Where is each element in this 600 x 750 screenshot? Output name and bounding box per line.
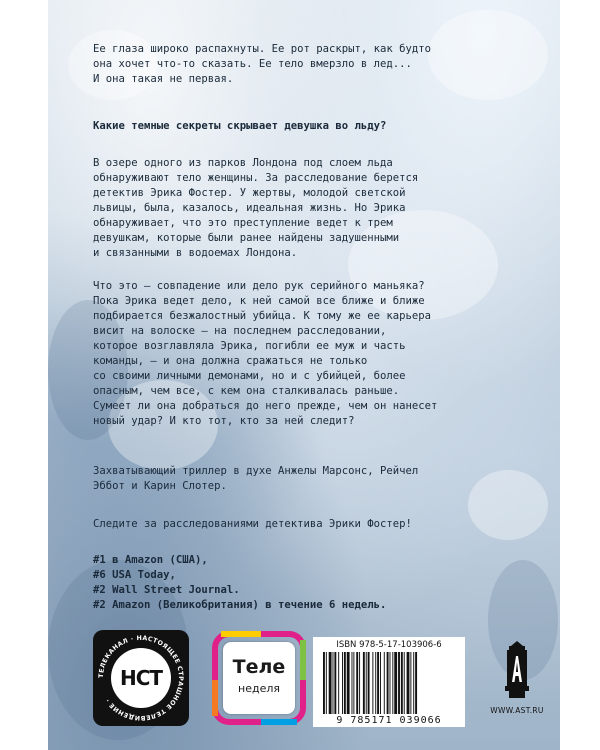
barcode-bar xyxy=(415,652,417,714)
barcode-bar xyxy=(359,652,360,714)
synopsis-line: опасным, чем все, с кем она сталкивалась раньше. xyxy=(93,385,400,397)
publisher-url: WWW.AST.RU xyxy=(490,706,544,715)
tele-subtitle: неделя xyxy=(238,682,280,695)
synopsis-line: В озере одного из парков Лондона под слоем льда xyxy=(93,157,393,169)
barcode-bar xyxy=(394,652,397,714)
nst-ring-text: ТЕЛЕКАНАЛ · НАСТОЯЩЕЕ СТРАШНОЕ ТЕЛЕВИДЕНИЕ · xyxy=(97,634,185,722)
synopsis-line: и связанными в водоемах Лондона. xyxy=(93,247,298,259)
barcode-number: 9 785171 039066 xyxy=(336,715,442,726)
synopsis-line: подбирается безжалостный убийца. К тому же ее карьера xyxy=(93,310,432,322)
synopsis-paragraph-2 xyxy=(93,279,523,429)
nst-circle xyxy=(111,648,171,708)
blurb-line: Захватывающий триллер в духе Анжелы Марсонс, Рейчел xyxy=(93,465,419,477)
rank-item: #1 в Amazon (США), xyxy=(93,554,208,566)
book-back-cover xyxy=(48,0,560,750)
barcode-bar xyxy=(380,652,381,714)
tele-inner-box xyxy=(223,642,295,714)
barcode-bar xyxy=(356,652,358,714)
blurb-line: Эббот и Карин Слотер. xyxy=(93,480,227,492)
barcode-bar xyxy=(323,652,325,714)
barcode-bar xyxy=(344,652,346,714)
barcode-bar xyxy=(334,652,336,714)
bestseller-ranks xyxy=(93,553,523,613)
barcode-bar xyxy=(398,652,400,714)
rank-item: #2 Wall Street Journal. xyxy=(93,584,240,596)
barcode-bar xyxy=(377,652,379,714)
synopsis-line: Что это — совпадение или дело рук серийного маньяка? xyxy=(93,280,425,292)
intro-text xyxy=(93,42,523,87)
isbn-barcode xyxy=(313,637,465,727)
barcode-bar xyxy=(401,652,403,714)
barcode-bar xyxy=(375,652,376,714)
tele-nedelya-logo xyxy=(211,630,307,726)
barcode-bar xyxy=(363,652,365,714)
synopsis-line: которое возглавляла Эрика, погибли ее муж и часть xyxy=(93,340,406,352)
ast-lantern-icon xyxy=(504,640,530,700)
synopsis-line: обнаруживают тело женщины. За расследование берется xyxy=(93,172,419,184)
isbn-label: ISBN 978-5-17-103906-6 xyxy=(336,640,442,650)
synopsis-line: Пока Эрика ведет дело, к ней самой все ближе и ближе xyxy=(93,295,425,307)
series-note: Следите за расследованиями детектива Эрики Фостер! xyxy=(93,518,412,530)
blurb-text xyxy=(93,464,523,494)
synopsis-line: Сумеет ли она добраться до него прежде, чем он нанесет xyxy=(93,400,438,412)
barcode-bar xyxy=(342,652,343,714)
intro-line: она хочет что-то сказать. Ее тело вмерзло в лед... xyxy=(93,58,412,70)
barcode-bar xyxy=(326,652,327,714)
barcode-bar xyxy=(392,652,393,714)
barcode-bar xyxy=(390,652,391,714)
synopsis-line: детектив Эрика Фостер. У жертвы, молодой светской xyxy=(93,187,406,199)
rank-item: #2 Amazon (Великобритания) в течение 6 недель. xyxy=(93,599,387,611)
barcode-bar xyxy=(347,652,350,714)
nst-letters: НСТ xyxy=(119,666,163,690)
barcode-bar xyxy=(352,652,353,714)
barcode-bar xyxy=(410,652,411,714)
synopsis-line: девушкам, которые были ранее найдены задушенными xyxy=(93,232,400,244)
barcode-bar xyxy=(329,652,332,714)
barcode-bar xyxy=(413,652,414,714)
synopsis-line: львицы, была, казалось, идеальная жизнь. Но Эрика xyxy=(93,202,406,214)
barcode-bar xyxy=(338,652,339,714)
barcode-bar xyxy=(407,652,410,714)
synopsis-paragraph-1 xyxy=(93,156,523,261)
question-heading: Какие темные секреты скрывает девушка во льду? xyxy=(93,120,387,132)
nst-channel-logo xyxy=(93,630,189,726)
intro-line: И она такая не первая. xyxy=(93,73,234,85)
barcode-bar xyxy=(384,652,385,714)
barcode-bar xyxy=(333,652,334,714)
barcode-bar xyxy=(372,652,373,714)
synopsis-line: обнаруживает, что это преступление ведет к трем xyxy=(93,217,393,229)
rank-item: #6 USA Today, xyxy=(93,569,176,581)
synopsis-line: со своими личными демонами, но и с убийцей, более xyxy=(93,370,406,382)
barcode-bar xyxy=(353,652,354,714)
barcode-bar xyxy=(368,652,370,714)
barcode-bars-icon xyxy=(321,652,457,714)
intro-line: Ее глаза широко распахнуты. Ее рот раскрыт, как будто xyxy=(93,43,432,55)
synopsis-line: новый удар? И кто тот, кто за ней следит? xyxy=(93,415,355,427)
barcode-bar xyxy=(404,652,405,714)
synopsis-line: команды, — и она должна сражаться не только xyxy=(93,355,368,367)
tele-word: Теле xyxy=(232,656,286,678)
barcode-bar xyxy=(387,652,389,714)
barcode-bar xyxy=(366,652,367,714)
synopsis-line: висит на волоске — на последнем расследовании, xyxy=(93,325,387,337)
